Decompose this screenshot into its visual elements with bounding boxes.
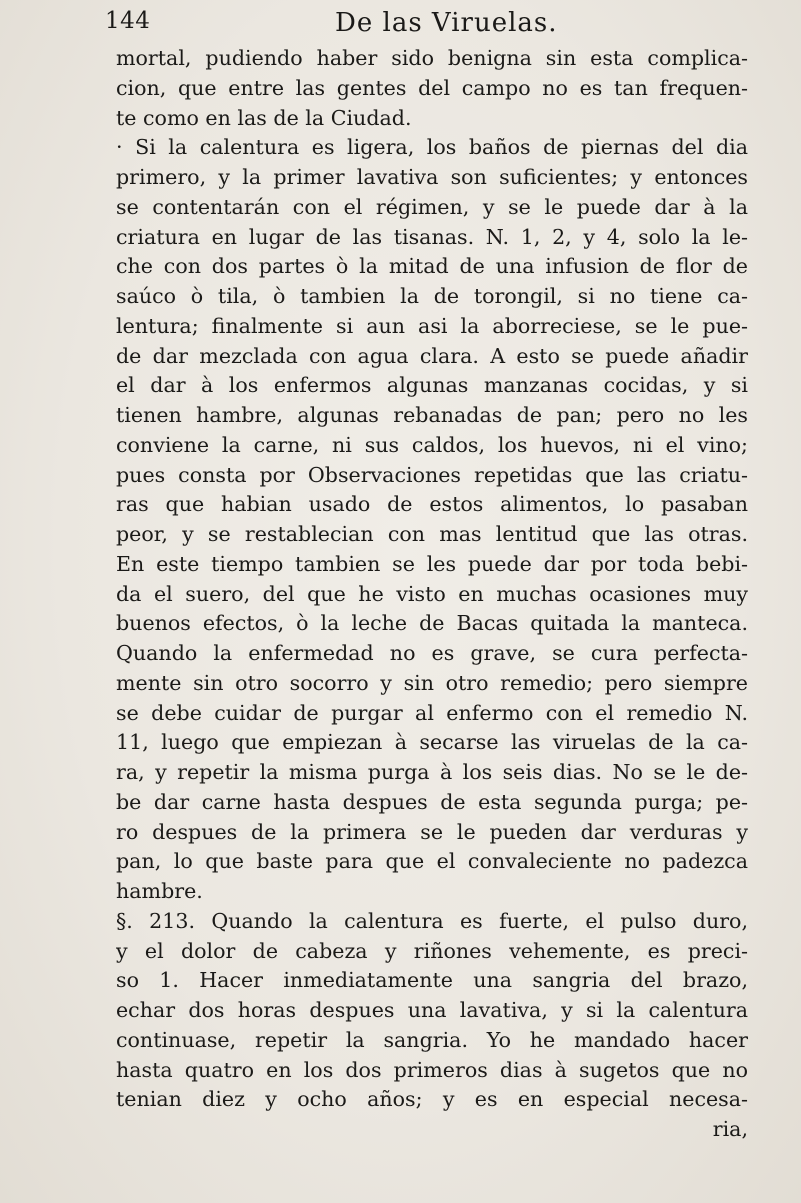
text-line: y el dolor de cabeza y riñones vehemente, es preci- (116, 938, 748, 963)
text-line: hambre. (116, 879, 203, 903)
text-line: Quando la enfermedad no es grave, se cura perfecta- (116, 641, 748, 665)
text-line: pan, lo que baste para que el convaleciente no padezca (116, 849, 748, 874)
text-line: tienen hambre, algunas rebanadas de pan; pero no les (116, 403, 748, 427)
text-line: saúco ò tila, ò tambien la de torongil, si no tiene ca- (116, 284, 748, 308)
text-line: lentura; finalmente si aun asi la aborreciese, se le pue- (116, 313, 748, 338)
text-line: cion, que entre las gentes del campo no es tan frequen- (116, 75, 748, 100)
text-line: ria, (712, 1117, 748, 1141)
text-line: echar dos horas despues una lavativa, y si la calentura (116, 998, 748, 1022)
text-line: da el suero, del que he visto en muchas ocasiones muy (116, 581, 748, 606)
running-head: De las Viruelas. (335, 8, 558, 38)
text-line: criatura en lugar de las tisanas. N. 1, 2, y 4, solo la le- (116, 224, 748, 249)
text-line: ras que habian usado de estos alimentos, lo pasaban (116, 492, 748, 517)
text-line: so 1. Hacer inmediatamente una sangria del brazo, (116, 968, 748, 993)
text-line: che con dos partes ò la mitad de una infusion de flor de (116, 254, 748, 279)
text-line: tenian diez y ocho años; y es en especial necesa- (116, 1087, 748, 1112)
body-text (116, 44, 748, 1145)
text-line: · Si la calentura es ligera, los baños de piernas del dia (116, 135, 748, 160)
text-line: continuase, repetir la sangria. Yo he mandado hacer (116, 1027, 748, 1052)
text-line: te como en las de la Ciudad. (116, 105, 412, 130)
text-line: primero, y la primer lavativa son suficientes; y entonces (116, 165, 748, 189)
text-line: buenos efectos, ò la leche de Bacas quitada la manteca. (116, 611, 748, 636)
text-line: 11, luego que empiezan à secarse las viruelas de la ca- (116, 730, 748, 755)
text-line: ro despues de la primera se le pueden dar verduras y (116, 819, 748, 844)
page-header (105, 8, 745, 48)
text-line: peor, y se restablecian con mas lentitud que las otras. (116, 522, 748, 546)
text-line: de dar mezclada con agua clara. A esto se puede añadir (116, 343, 748, 368)
text-line: hasta quatro en los dos primeros dias à sugetos que no (116, 1057, 748, 1082)
text-line: §. 213. Quando la calentura es fuerte, el pulso duro, (116, 908, 748, 933)
text-line: conviene la carne, ni sus caldos, los huevos, ni el vino; (116, 432, 748, 457)
text-line: En este tiempo tambien se les puede dar por toda bebi- (116, 551, 748, 576)
text-line: pues consta por Observaciones repetidas que las criatu- (116, 462, 748, 487)
page-number: 144 (105, 8, 151, 34)
text-line: mortal, pudiendo haber sido benigna sin esta complica- (116, 46, 748, 70)
text-line: se contentarán con el régimen, y se le puede dar à la (116, 194, 748, 219)
text-line: se debe cuidar de purgar al enfermo con el remedio N. (116, 700, 748, 725)
text-line: mente sin otro socorro y sin otro remedio; pero siempre (116, 670, 748, 695)
text-line: be dar carne hasta despues de esta segunda purga; pe- (116, 789, 748, 814)
text-line: ra, y repetir la misma purga à los seis dias. No se le de- (116, 760, 748, 784)
text-line: el dar à los enfermos algunas manzanas cocidas, y si (116, 373, 748, 398)
